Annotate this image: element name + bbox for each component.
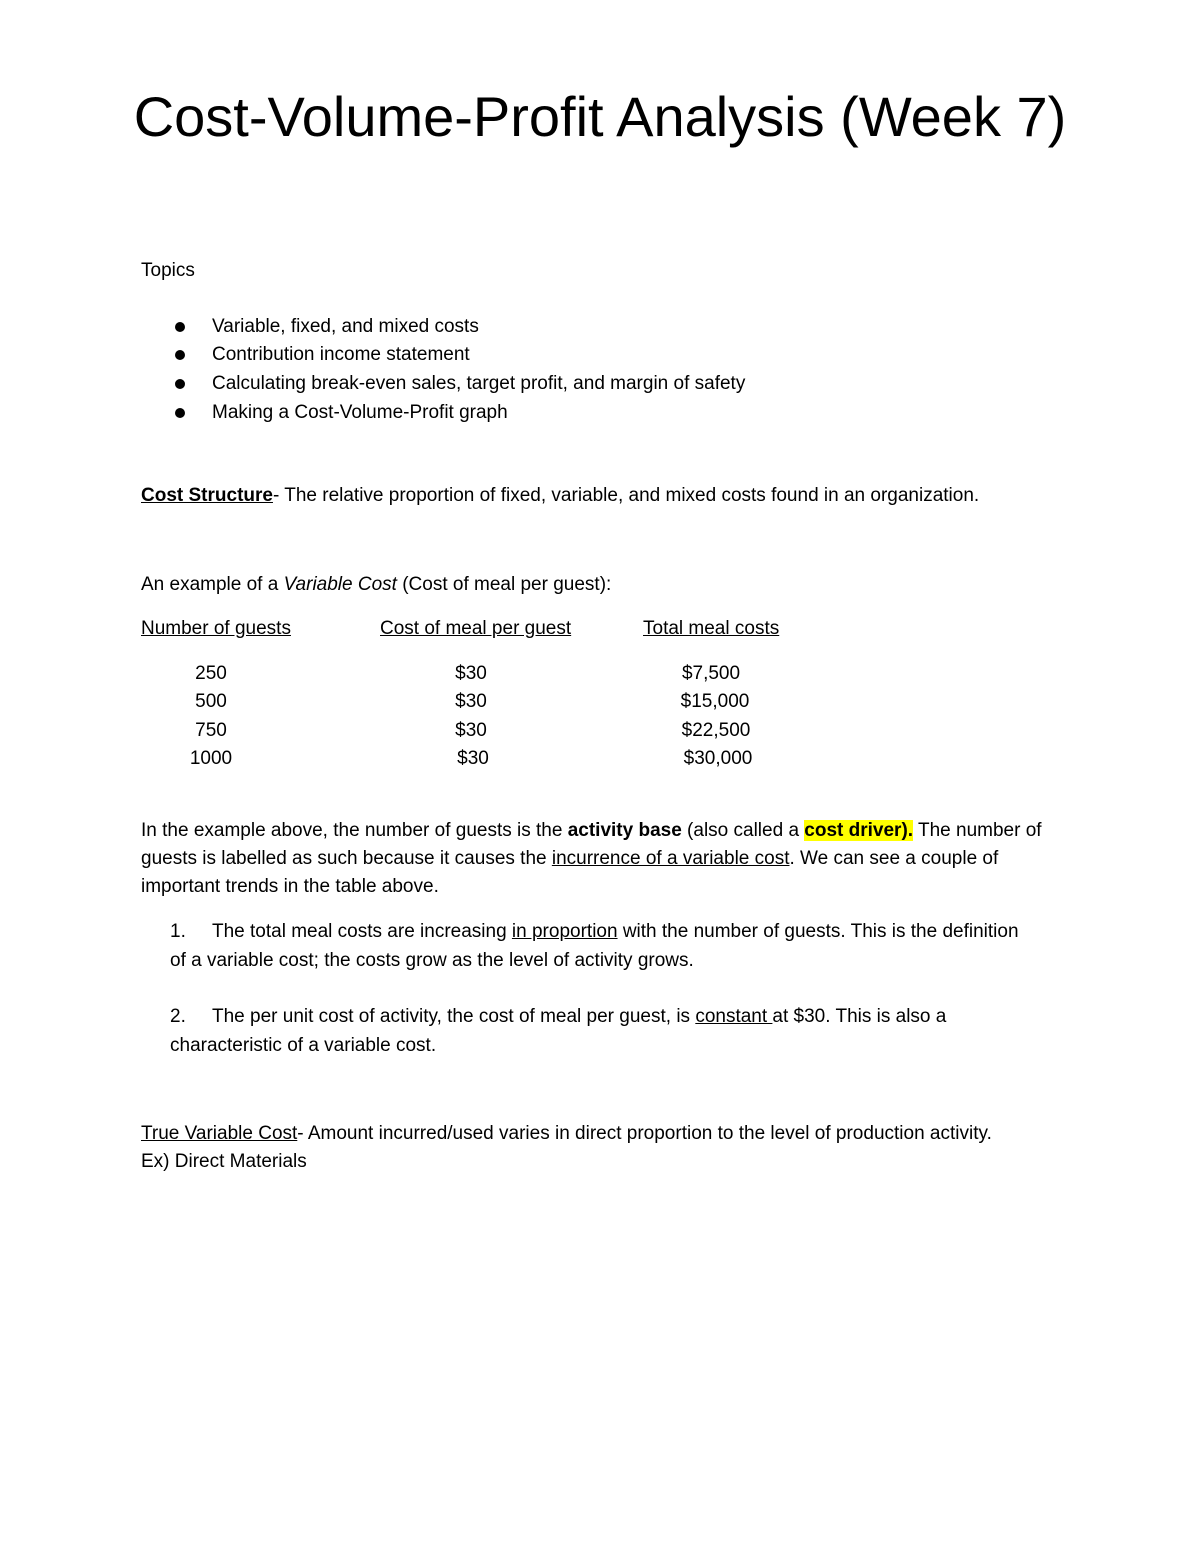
table-cell: $30	[455, 663, 487, 684]
bullet-icon	[175, 350, 185, 360]
table-cell: $15,000	[680, 691, 750, 712]
page-title: Cost-Volume-Profit Analysis (Week 7)	[133, 85, 1067, 148]
table-cell: $30	[457, 748, 489, 769]
bullet-icon	[175, 379, 185, 389]
table-cell: $30	[455, 720, 487, 741]
true-variable-cost-example: Ex) Direct Materials	[141, 1151, 307, 1172]
header-number-of-guests: Number of guests	[141, 618, 291, 639]
cost-driver-highlight: cost driver).	[804, 820, 914, 841]
cost-structure-term: Cost Structure	[141, 485, 273, 506]
table-cell: $22,500	[681, 720, 751, 741]
table-cell: 1000	[189, 748, 233, 769]
header-cost-per-guest: Cost of meal per guest	[380, 618, 572, 639]
cost-structure-definition: Cost Structure- The relative proportion of fixed, variable, and mixed costs found in an organization.	[141, 485, 980, 506]
bullet-icon	[175, 408, 185, 418]
example-intro: An example of a Variable Cost (Cost of meal per guest):	[141, 574, 612, 595]
true-variable-cost-definition: True Variable Cost- Amount incurred/used varies in direct proportion to the level of production activity.	[141, 1123, 992, 1144]
topics-heading: Topics	[141, 260, 195, 281]
table-cell: $30	[455, 691, 487, 712]
table-cell: $30,000	[683, 748, 753, 769]
true-variable-cost-term: True Variable Cost	[141, 1123, 298, 1144]
table-cell: 250	[195, 663, 227, 684]
table-cell: 750	[195, 720, 227, 741]
bullet-icon	[175, 322, 185, 332]
document-page: Cost-Volume-Profit Analysis (Week 7) Topics Variable, fixed, and mixed costs Contribution income statement Calculating break-even sales, target profit, and margin of safety Making a Cost-Volume-Profit graph Cost Structure- The relative proportion of fixed, variable, and mixed costs found in an organization. An example of a Variable Cost (Cost of meal per guest): Number of guests Cost of meal per guest Total meal costs 250 $30 $7,500 500 $30 $15,000 750 $30 $22,500 1000 $30 $30,000 In the example above, the number of guests is the activity base (also called a cost driver). The number of guests is labelled as such because it causes the incurrence of a variable cost. We can see a couple of important trends in the table above. 1. The total meal costs are increasing in proportion with the number of guests. This is the definition of a variable cost; the costs grow as the level of activity grows. 2. The per unit cost of activity, the cost of meal per guest, is constant at $30. This is also a characteristic of a variable cost. True Variable Cost- Amount incurred/used varies in direct proportion to the level of production activity. Ex) Direct Materials	[0, 0, 1200, 1553]
header-total-meal-costs: Total meal costs	[643, 618, 780, 639]
table-cell: 500	[195, 691, 227, 712]
table-cell: $7,500	[681, 663, 741, 684]
